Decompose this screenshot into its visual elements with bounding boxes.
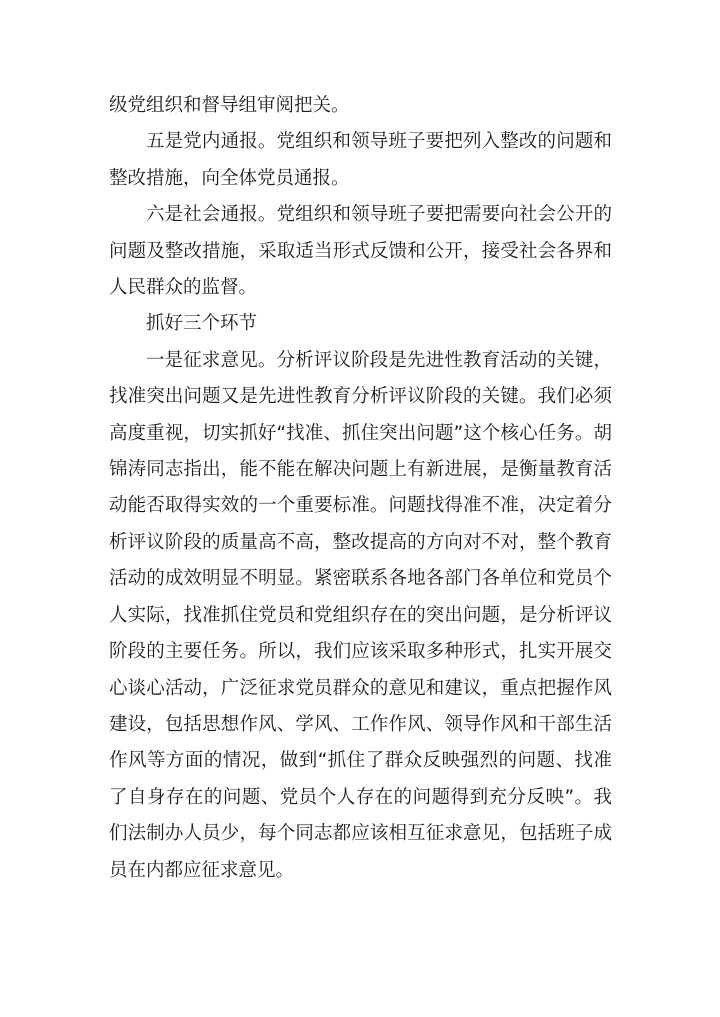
paragraph-party-internal-notice: 五是党内通报。党组织和领导班子要把列入整改的问题和整改措施，向全体党员通报。 bbox=[109, 131, 612, 189]
paragraph-continuation: 级党组织和督导组审阅把关。 bbox=[109, 95, 350, 116]
paragraph-solicit-opinions: 一是征求意见。分析评议阶段是先进性教育活动的关键，找准突出问题又是先进性教育分析评议阶段的关键。我们必须高度重视，切实抓好“找准、抓住突出问题”这个核心任务。胡锦涛同志指出，能不能在解决问题上有新进展，是衡量教育活动能否取得实效的一个重要标准。问题找得准不准，决定着分析评议阶段的质量高不高，整改提高的方向对不对，整个教育活动的成效明显不明显。紧密联系各地各部门各单位和党员个人实际，找准抓住党员和党组织存在的突出问题，是分析评议阶段的主要任务。所以，我们应该采取多种形式，扎实开展交心谈心活动，广泛征求党员群众的意见和建议，重点把握作风建设，包括思想作风、学风、工作作风、领导作风和干部生活作风等方面的情况，做到“抓住了群众反映强烈的问题、找准了自身存在的问题、党员个人存在的问题得到充分反映”。我们法制办人员少，每个同志都应该相互征求意见，包括班子成员在内都应征求意见。 bbox=[109, 349, 612, 881]
document-body bbox=[109, 88, 612, 889]
paragraph-public-notice: 六是社会通报。党组织和领导班子要把需要向社会公开的问题及整改措施，采取适当形式反馈和公开，接受社会各界和人民群众的监督。 bbox=[109, 204, 612, 299]
section-heading-three-links: 抓好三个环节 bbox=[146, 313, 258, 335]
